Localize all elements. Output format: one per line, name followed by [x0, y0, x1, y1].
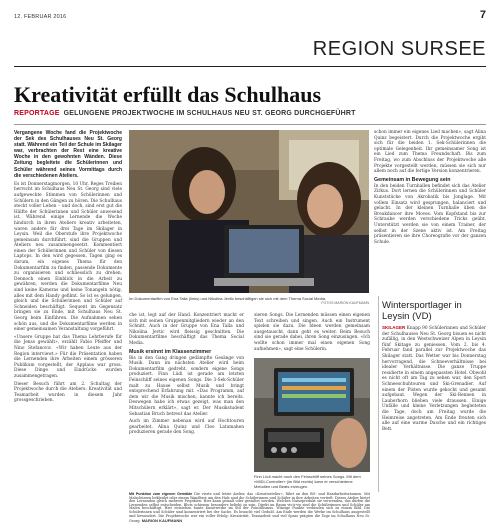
infobox-text: Knapp 90 Schülerinnen und Schüler der Schulhauses Neu St. Georg bisuen es nicht zufällig, in den Westschweizer Alpen in Leysin fünf Skitage zu geniessen. Vom 2. bis 4. Februar fand parallel zur Projektwoche das Skilager statt. Das Wetter war bis Donnerstag hervorragend, die Schneeverhältnisse bei idealer Verhältnisse. Die ganze Truppe residierte in einem angepassten Hotel. Obwohl es nicht oft am Tag zu sehen war, den Sport Schneeschuhtouren und Ski-Grenadier. Auf einem der Pisten wurde gekocht und gesamt aufgebaut. Wegen der Ski-Rennen in Lauberhorn blieben viele draussen. Einige Unfälle und kleine Verletzungen begleiteten die Tage, doch am Freitag wurde die Heimreise angetreten. Am Ende freuten sich alle auf eine warme Dusche und ein richtiges Bett.	[382, 326, 486, 432]
article-kicker	[14, 110, 486, 117]
kicker-tag: REPORTAGE	[14, 110, 60, 117]
kicker-subtitle: GELUNGENE PROJEKTWOCHE IM SCHULHAUS NEU ST. GEORG DURCHGEFÜHRT	[63, 110, 356, 117]
infobox-tag: SKILAGER	[382, 325, 406, 330]
article-column-4	[374, 130, 486, 292]
header-rule	[14, 66, 486, 67]
article-headline: Kreativität erfüllt das Schulhaus	[14, 82, 322, 107]
article-body-paragraph: Es ist Donnerstagmorgen, 10 Uhr. Reges Treiben herrscht im Schulhaus Neu St. Georg sind viele aufgeweckte Stimmen von Schülerinnen und Schülern in den Gängen zu hören. Die Schulhaus steckt voller Leben – und doch, sind erst gut die Hälfte der Schülerinnen und Schüler anwesend ist. Während einige Lernende die Woche hindurch in ihren Ateliers kreativ arbeiteten, waren andere für drei Tage im Skilager in Leysin. Weil die Oberstufe ihre Projektwoche gemeinsam durchführt, sind die Gruppen und Ateliers neu zusammengesetzt. Kommentiert einen der Schülerinnen und Schüler von diesen Laptops. In den wird gegessen. Tagen ging es darum, ein eigenes Thema für den Dokumentarfilm zu finden, passende Dokumente zu organisieren und schliesslich zu drehen. Dennoch einen Einblick in die Arbeit zu gewähren, werden die Dokumentarfilme Neu sind keine Kameras und keine Tonangeln nötig, alles mit dem Handy gefilmt. So ist es gelungen, gleich und die Schülerinnen und Schüler auf Schneiden beschäftigt. Sequent im Gegensatz bringen sie zu Ende, mit Schulhaus Neu St. Georg beim Einführen. Die Aufnahmen sehen schön aus, und die Dokumentarfilme werden in einer gemeinsamen Veranstaltung vorgeführt.	[14, 181, 122, 333]
article-continuation	[129, 492, 370, 524]
music-production-photo	[254, 358, 370, 472]
article-body-paragraph: Die vierte und letzte Atelier, das «Kreativatelier», führt an den BG- und	[194, 492, 325, 496]
section-title: REGION SURSEE	[312, 38, 486, 60]
issue-date: 12. FEBRUAR 2016	[14, 14, 67, 20]
subheading: Musik ersinnt im Klassenzimmer	[129, 348, 212, 355]
page-number: 7	[479, 9, 486, 21]
article-body-paragraph: che ist, legt auf der Hand. Konzentriert macht er sich mit seinen Gruppenmitgliedern wieder an den Schnitt. Auch in der Gruppe von Ena Talla und Nikolina Jevtic wird fleissig geschnitten. Die Dokumentarfilme beschäftigt das Thema Social Media.	[129, 313, 244, 346]
photo-caption-2: Finn Lüdi macht noch den Feinschliff seines Songs. Mit dem «MIDI-Controller» (im Bild rechts) kann er verschiedene Melodien und Beats erzeugen.	[254, 474, 361, 489]
kicker-rule	[14, 124, 486, 125]
article-body-paragraph: Dieser Besuch führt am 2. Schultag der Projektwoche durch die Ateliers: Kreativität und Teamarbeit wurden in diesem Jahr grossgeschrieben.	[14, 381, 122, 404]
article-lead: Vergangene Woche fand die Projektwoche der Sek des Schulhauses Neu St. Georg statt. Während ein Teil der Schule im Skilager war, verbrachten der Rest eine kreative Woche in den gewohnten Wänden. Diese Zeitung begleitete die Schülerinnen und Schüler während seines Vormittags durch die verschiedenen Ateliers.	[14, 130, 122, 179]
photo-caption	[129, 296, 369, 306]
article-column-2	[129, 313, 244, 492]
infobox-body	[382, 325, 486, 492]
article-body-paragraph: Auch im Zimmer nebenan wird auf Hochtouren gearbeitet. Alina Quinz und Cleo Latumahen produzieren gerade den Song.	[129, 419, 244, 436]
article-body-paragraph: «Unsere Gruppe hat das Thema Lehrberufe für die Jenss gewählt», erzählt Fabio Pfeiffer und Nino Stefanovic. «Wir haben Leute aus der Region interviewt.» Für die Präsentation haben die Lernenden ihre Arbeiten einem grösseren Publikum vorgestellt, der Applaus war gross. Diese Dinge und Eindrücke wurden zusammengetragen.	[14, 334, 122, 379]
subheading: Gemeinsam in Bewegung sein	[374, 176, 451, 183]
students-editing-photo	[129, 130, 369, 293]
article-body-paragraph: In den beiden Turnhallen befindet sich das Atelier Zirkus. Dort lernen die Schülerinnen und Schüler Kunststücke von Akrobatik bis Jonglage. Mit vollem Einsatz wird gesprungen, balanciert und gelacht. In der kleinen Turnhalle üben die Breakdancer ihre Moves. Vom Kopfstand bis zur Schraube werden verschiedene Tricks geübt. Unterstützt werden sie von einem Trainer, der selbst in der Szene aktiv ist. Am Freitag präsentieren sie ihre Choreografie vor der ganzen Schule.	[374, 183, 486, 245]
article-author: MARION KAUFMANN	[141, 518, 183, 524]
article-column-1	[14, 130, 122, 492]
article-body-paragraph: sieren Songs. Die Lernenden müssen einen eigenen Text schreiben und singen. Auch ein Instrument spielen sie dazu. Die Ideen werden gemeinsam ausgetauscht, dann geht es weiter. Beim Besuch sind sie gerade dabei, ihren Song einzusingen. «Ich wollte schon immer mal einen eigenen Song aufnehmen», sagt eine Schülerin.	[254, 313, 370, 352]
subheading: Mit Punktion zum eigenen Gemälde	[129, 492, 193, 496]
photo-credit: FOTOS MARION KAUFMANN	[321, 301, 369, 305]
infobox-divider	[378, 296, 379, 492]
article-column-3-top	[254, 313, 370, 355]
infobox-title: Wintersportlager in Leysin (VD)	[382, 300, 462, 322]
article-body-paragraph: Handarbeitsräumen. Mit Malschürzen bekleidet oder einem Wandbrot um den Hals sind die Schülerinnen und Schüler in ihre Arbeiten vertieft. Dieses Atelier bietet den Lernenden gleich mehrere Projekten: Hier kann gemalt oder gestaltet werden. Welches Naturprodukt sie verwenden, das dürfen die Lernenden selbst entscheiden. Bluts schienen besonders beliebt zu sein. Direkt im Raum vis-à-vis sind die Schülerinnen und Schüler am Malen beschäftigt. Hier entstehen bunte Kunstwerke im Stil der Pointillismus. Winzige Punkte verbinden sich zu einem Bild. Die Schülerinnen und Schüler sind konzentriert bei der Sache. Es braucht viel Geduld. Am Ende werden die Werke im Schulhaus ausgestellt und bewundert. Die Projektwoche war ein voller Erfolg: Kreativität, Teamarbeit und viel Spass prägten die Tage im Schulhaus Neu St. Georg.	[129, 492, 370, 524]
article-body-paragraph: Bis in den Gang dringen gedämpfte Gesänge von Musik. Dann im nächsten Atelier wird beim Dokumentarfilm gedreht, sondern eigene Songs produziert. Finn Lüdi ist gerade am letzten Feinschliff seines eigenen Songs. Die 3-Sek-Schüler malt zu Hause selbst Musik und bringt entsprechend Erfahrung mit. «Das Programm, auf dem wir die Musik mischen, kannte ich bereits. Deswegen habe ich etwas gezeigt, was man den Mitschülern erklärt», sagt er. Der Musikstudent Sebastian Bruch betreut das Atelier.	[129, 355, 244, 417]
article-body-paragraph: schon immer ein eigenes Lied machen», sagt Alina Quinz begeistert. Durch die Projektwoche ergibt sich für die beiden 1. Sek-Schülerinnen die optimale Gelegenheit. Ihr gemeinsamer Song ist ein Lied zum Thema Freundschaft. Bis zum Freitag, wo zum Abschluss der Projektwoche alle Projekte vorgestellt werden, müssen sie sich nur allem noch auf die fertige Version konzentrieren.	[374, 130, 486, 175]
photo-caption-text: Im Dokumentarfilm von Ena Talla (links) und Nikolina Jevtic beschäftigen sie sich mit dem Thema Social Media.	[129, 296, 327, 301]
